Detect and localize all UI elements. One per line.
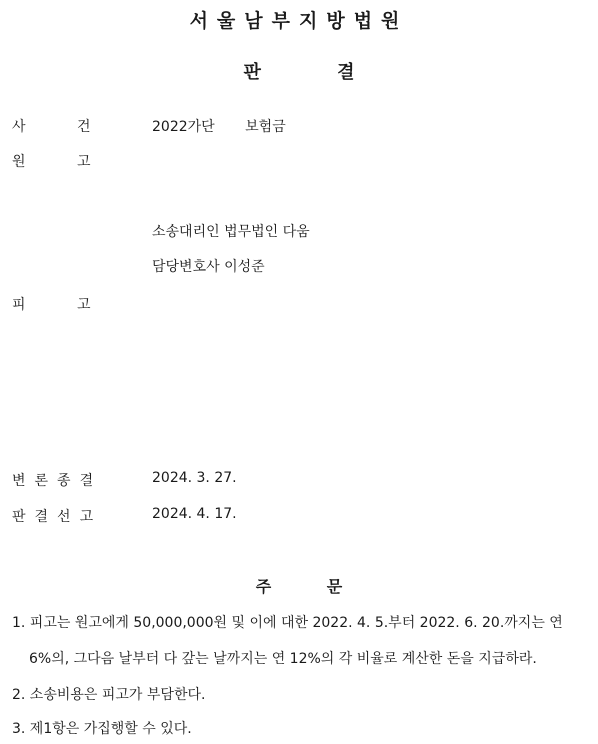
plaintiff-label-first: 원 <box>12 154 26 170</box>
plaintiff-attorney: 담당변호사 이성준 <box>152 259 265 275</box>
plaintiff-label-second: 고 <box>77 154 91 170</box>
order-item-3: 3. 제1항은 가집행할 수 있다. <box>12 721 192 737</box>
case-label-second: 건 <box>77 119 91 135</box>
order-item-1: 1. 피고는 원고에게 50,000,000원 및 이에 대한 2022. 4. 5.부터 2022. 6. 20.까지는 연 <box>12 615 563 631</box>
plaintiff-counsel: 소송대리인 법무법인 다움 <box>152 224 310 240</box>
redaction-block <box>215 120 241 134</box>
court-name: 서울남부지방법원 <box>189 10 409 32</box>
order-heading: 주 문 <box>255 577 343 596</box>
defendant-label-first: 피 <box>12 297 26 313</box>
judgment-date-label: 판결선고 <box>12 509 103 525</box>
case-label-first: 사 <box>12 119 26 135</box>
hearing-end-label: 변론종결 <box>12 473 103 489</box>
hearing-end-date: 2024. 3. 27. <box>152 470 237 486</box>
defendant-label-second: 고 <box>77 297 91 313</box>
order-item-1-continued: 6%의, 그다음 날부터 다 갚는 날까지는 연 12%의 각 비율로 계산한 돈을 지급하라. <box>29 651 537 667</box>
judgment-date: 2024. 4. 17. <box>152 506 237 522</box>
case-type: 보험금 <box>245 119 286 135</box>
case-number: 2022가단 <box>152 119 215 135</box>
document-title: 판 결 <box>243 62 355 83</box>
case-info <box>152 116 286 136</box>
order-item-2: 2. 소송비용은 피고가 부담한다. <box>12 687 206 703</box>
